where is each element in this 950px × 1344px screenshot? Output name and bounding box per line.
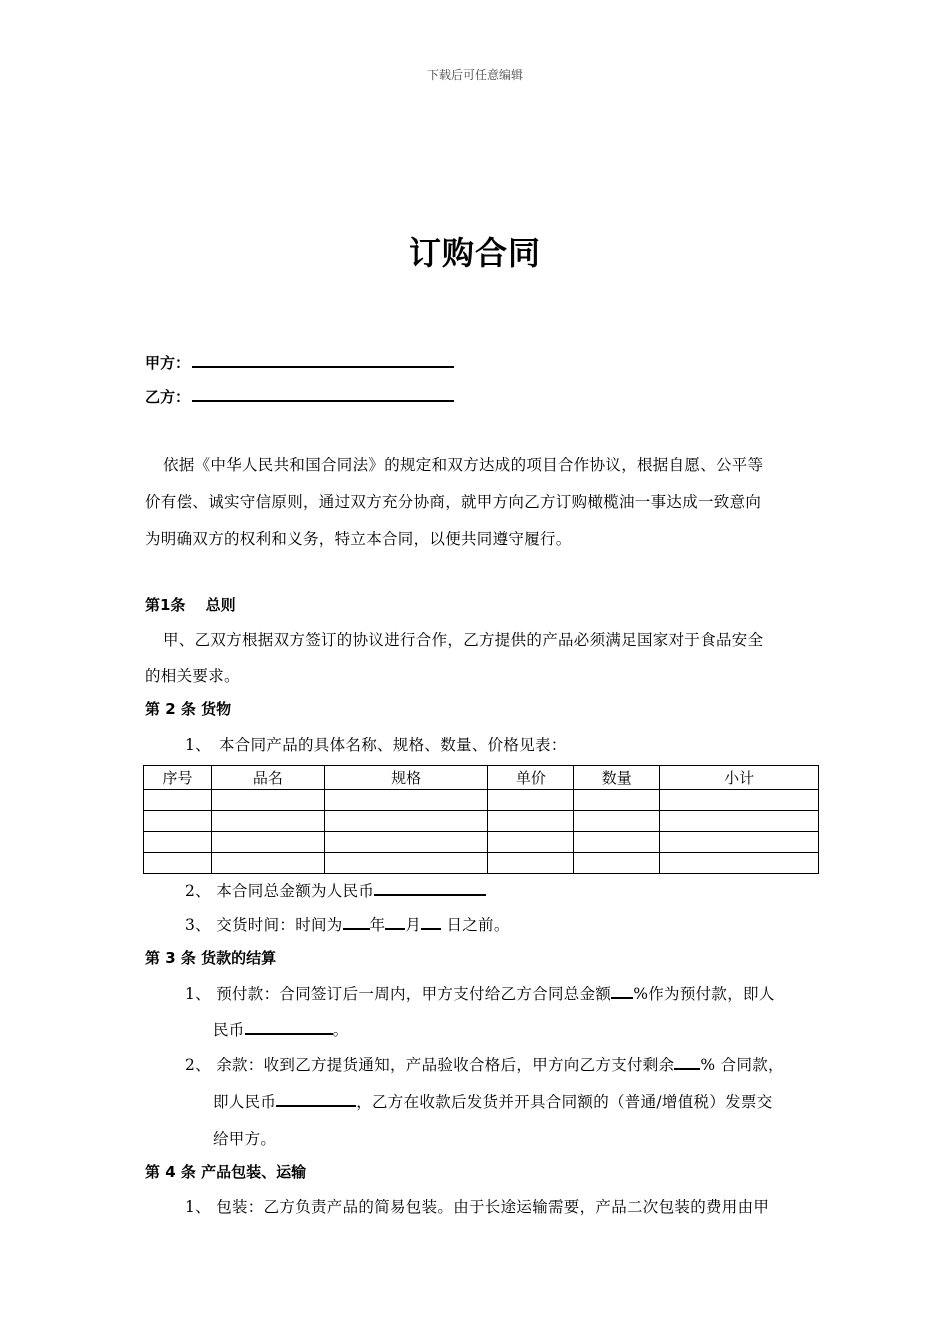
article-1-heading: 第1条 总则	[145, 596, 236, 614]
day-label: 日之前。	[441, 916, 510, 934]
article-4-heading: 第 4 条 产品包装、运输	[145, 1163, 307, 1181]
table-cell	[574, 811, 660, 832]
prepayment-amount-blank	[245, 1019, 333, 1035]
article-2-item-3	[185, 913, 510, 935]
table-cell	[144, 853, 212, 874]
table-cell	[660, 853, 819, 874]
table-row	[144, 811, 819, 832]
party-a-row	[145, 352, 454, 373]
article-3-item-1-line-2	[213, 1018, 348, 1040]
intro-line-3: 为明确双方的权利和义务，特立本合同，以便共同遵守履行。	[145, 530, 572, 548]
col-header-subtotal: 小计	[660, 766, 819, 790]
col-header-quantity: 数量	[574, 766, 660, 790]
article-1-line-1: 甲、乙双方根据双方签订的协议进行合作，乙方提供的产品必须满足国家对于食品安全	[163, 631, 764, 649]
prepayment-end: 。	[332, 1021, 349, 1039]
table-cell	[324, 790, 488, 811]
intro-line-2: 价有偿、诚实守信原则，通过双方充分协商，就甲方向乙方订购橄榄油一事达成一致意向	[145, 493, 762, 511]
table-cell	[144, 832, 212, 853]
col-header-spec: 规格	[324, 766, 488, 790]
table-cell	[211, 853, 324, 874]
article-3-item-2-line-3: 给甲方。	[213, 1130, 277, 1148]
col-header-index: 序号	[144, 766, 212, 790]
article-2-item-2	[185, 879, 486, 901]
party-b-row	[145, 386, 454, 407]
party-a-blank	[192, 354, 454, 368]
table-cell	[324, 832, 488, 853]
article-1-line-2: 的相关要求。	[145, 667, 240, 685]
month-blank	[385, 914, 405, 930]
table-cell	[211, 811, 324, 832]
table-cell	[324, 853, 488, 874]
balance-amount-blank	[276, 1091, 356, 1107]
table-cell	[660, 832, 819, 853]
day-blank	[421, 914, 441, 930]
intro-line-1: 依据《中华人民共和国合同法》的规定和双方达成的项目合作协议，根据自愿、公平等	[163, 456, 764, 474]
table-row	[144, 853, 819, 874]
table-row	[144, 790, 819, 811]
table-cell	[574, 853, 660, 874]
page-header: 下载后可任意编辑	[426, 68, 523, 82]
table-cell	[488, 853, 574, 874]
table-cell	[211, 790, 324, 811]
balance-text-3: ，乙方在收款后发货并开具合同额的（普通/增值税）发票交	[356, 1093, 773, 1111]
table-cell	[324, 811, 488, 832]
prepayment-rmb-label: 民币	[213, 1021, 245, 1039]
article-4-item-1: 1、 包装：乙方负责产品的简易包装。由于长途运输需要，产品二次包装的费用由甲	[185, 1198, 770, 1216]
prepayment-text: 1、 预付款：合同签订后一周内，甲方支付给乙方合同总金额	[185, 985, 612, 1003]
article-3-item-1-line-1	[185, 982, 775, 1004]
table-cell	[144, 811, 212, 832]
table-cell	[144, 790, 212, 811]
table-cell	[488, 790, 574, 811]
total-amount-label: 2、 本合同总金额为人民币	[185, 882, 375, 900]
balance-rmb-label: 即人民币	[213, 1093, 277, 1111]
article-2-heading: 第 2 条 货物	[145, 700, 232, 718]
year-label: 年	[369, 916, 386, 934]
balance-text-2: % 合同款，	[700, 1056, 784, 1074]
col-header-name: 品名	[211, 766, 324, 790]
table-cell	[488, 832, 574, 853]
col-header-unit-price: 单价	[488, 766, 574, 790]
party-b-blank	[192, 388, 454, 402]
table-row	[144, 832, 819, 853]
table-cell	[574, 790, 660, 811]
delivery-time-label: 3、 交货时间：时间为	[185, 916, 343, 934]
article-3-item-2-line-1	[185, 1053, 784, 1075]
total-amount-blank	[374, 880, 486, 896]
document-title: 订购合同	[408, 234, 541, 272]
year-blank	[343, 914, 370, 930]
table-cell	[488, 811, 574, 832]
prepayment-percent-blank	[611, 983, 633, 999]
balance-text: 2、 余款：收到乙方提货通知，产品验收合格后，甲方向乙方支付剩余	[185, 1056, 675, 1074]
article-2-item-1: 1、 本合同产品的具体名称、规格、数量、价格见表：	[185, 736, 567, 754]
month-label: 月	[405, 916, 422, 934]
party-a-label: 甲方：	[145, 354, 191, 372]
table-cell	[660, 811, 819, 832]
table-cell	[660, 790, 819, 811]
article-3-item-2-line-2	[213, 1090, 773, 1112]
article-3-heading: 第 3 条 货款的结算	[145, 949, 277, 967]
table-cell	[211, 832, 324, 853]
prepayment-text-2: %作为预付款，即人	[633, 985, 775, 1003]
balance-percent-blank	[674, 1054, 700, 1070]
goods-table	[143, 765, 819, 874]
party-b-label: 乙方：	[145, 388, 191, 406]
goods-table-header-row	[144, 766, 819, 790]
table-cell	[574, 832, 660, 853]
